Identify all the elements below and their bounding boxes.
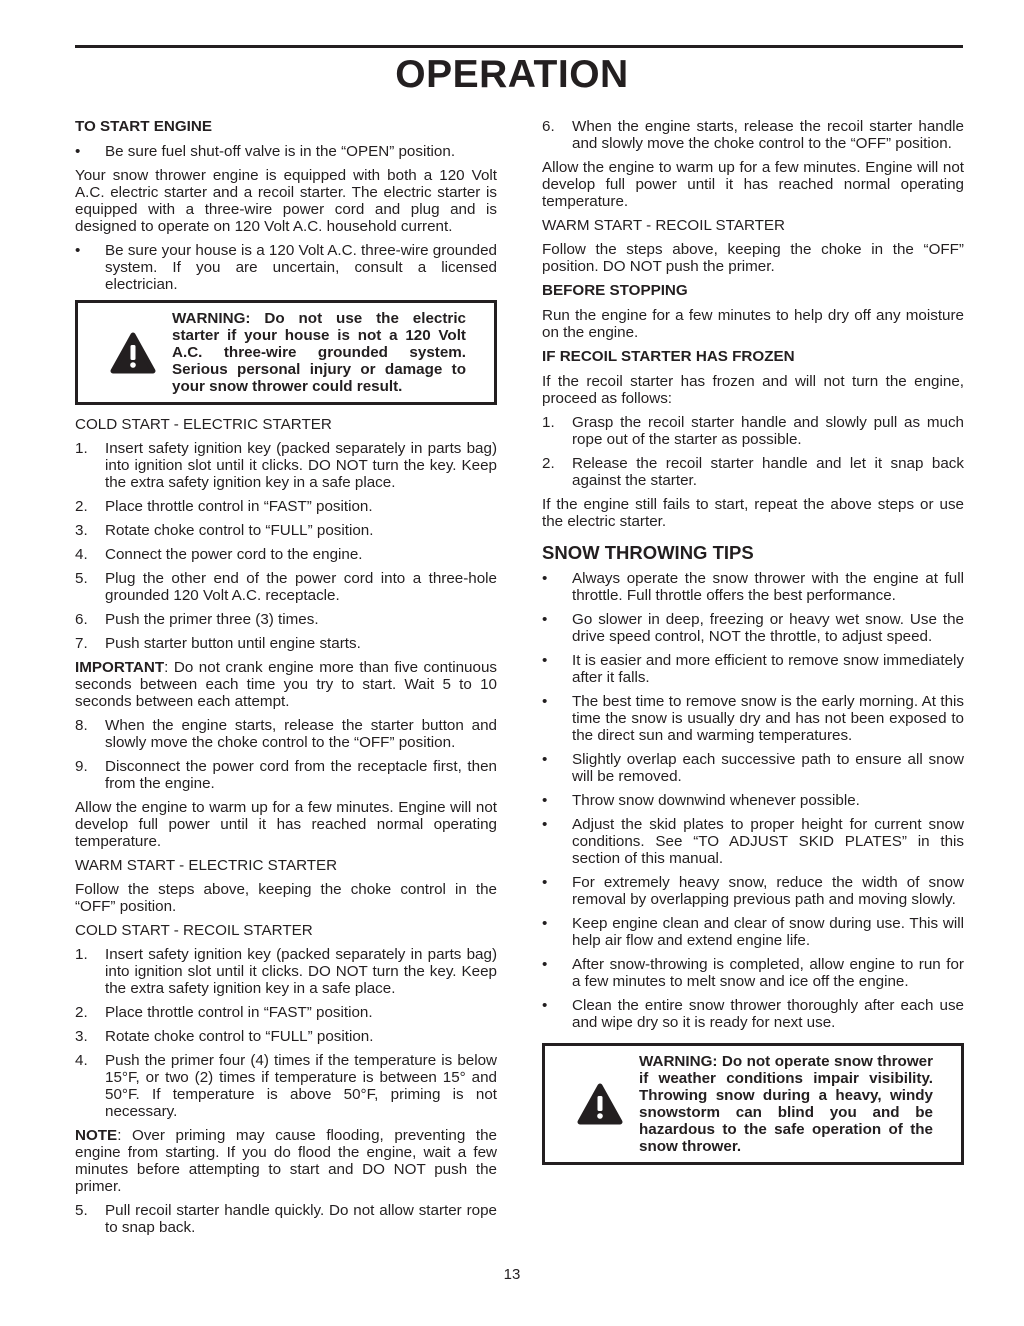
list-item: 4. Push the primer four (4) times if the temperature is below 15°F, or two (2) times if temperature is between 15° and 50°F. If temperature is above 50°F, priming is not necessary. bbox=[75, 1052, 497, 1120]
list-item: 2. Place throttle control in “FAST” position. bbox=[75, 498, 373, 515]
section-heading-recoil-frozen: IF RECOIL STARTER HAS FROZEN bbox=[542, 348, 795, 365]
list-item: 8. When the engine starts, release the starter button and slowly move the choke control to the “OFF” position. bbox=[75, 717, 497, 751]
paragraph: Run the engine for a few minutes to help dry off any moisture on the engine. bbox=[542, 307, 964, 341]
list-item: 1. Grasp the recoil starter handle and slowly pull as much rope out of the starter as possible. bbox=[542, 414, 964, 448]
note: NOTE: Over priming may cause flooding, preventing the engine from starting. If you do flood the engine, wait a few minutes before attempting to start and DO NOT push the primer. bbox=[75, 1127, 497, 1195]
list-item: • The best time to remove snow is the early morning. At this time the snow is usually dry and has not been exposed to the direct sun and warming temperatures. bbox=[542, 693, 964, 744]
page-title: OPERATION bbox=[395, 53, 629, 96]
header-rule bbox=[75, 45, 963, 48]
list-item: 3. Rotate choke control to “FULL” position. bbox=[75, 1028, 374, 1045]
list-item: • Adjust the skid plates to proper height for current snow conditions. See “TO ADJUST SKID PLATES” in this section of this manual. bbox=[542, 816, 964, 867]
list-item: 5. Pull recoil starter handle quickly. Do not allow starter rope to snap back. bbox=[75, 1202, 497, 1236]
list-item: 1. Insert safety ignition key (packed separately in parts bag) into ignition slot until it clicks. DO NOT turn the key. Keep the extra safety ignition key in a safe place. bbox=[75, 440, 497, 491]
list-item: • Throw snow downwind whenever possible. bbox=[542, 792, 860, 809]
important-note: IMPORTANT: Do not crank engine more than five continuous seconds between each time you try to start. Wait 5 to 10 seconds between each attempt. bbox=[75, 659, 497, 710]
paragraph: Follow the steps above, keeping the choke in the “OFF” position. DO NOT push the primer. bbox=[542, 241, 964, 275]
paragraph: Allow the engine to warm up for a few minutes. Engine will not develop full power until it has reached normal operating temperature. bbox=[75, 799, 497, 850]
warning-triangle-icon bbox=[565, 1082, 635, 1126]
paragraph: Your snow thrower engine is equipped with both a 120 Volt A.C. electric starter and a recoil starter. The electric starter is equipped with a three-wire power cord and plug and is designed to operate on 120 Volt A.C. household current. bbox=[75, 167, 497, 235]
section-heading-snow-throwing-tips: SNOW THROWING TIPS bbox=[542, 542, 754, 563]
list-item: • Slightly overlap each successive path to ensure all snow will be removed. bbox=[542, 751, 964, 785]
list-item: • Keep engine clean and clear of snow during use. This will help air flow and extend engine life. bbox=[542, 915, 964, 949]
subheading-cold-start-recoil: COLD START - RECOIL STARTER bbox=[75, 922, 313, 939]
list-item: • After snow-throwing is completed, allow engine to run for a few minutes to melt snow and ice off the engine. bbox=[542, 956, 964, 990]
page-number: 13 bbox=[503, 1266, 521, 1283]
subheading-cold-start-electric: COLD START - ELECTRIC STARTER bbox=[75, 416, 332, 433]
section-heading-before-stopping: BEFORE STOPPING bbox=[542, 282, 688, 299]
list-item: 2. Release the recoil starter handle and let it snap back against the starter. bbox=[542, 455, 964, 489]
list-item: • Be sure your house is a 120 Volt A.C. three-wire grounded system. If you are uncertain, consult a licensed electrician. bbox=[75, 242, 497, 293]
list-item: • Clean the entire snow thrower thoroughly after each use and wipe dry so it is ready for next use. bbox=[542, 997, 964, 1031]
paragraph: Allow the engine to warm up for a few minutes. Engine will not develop full power until it has reached normal operating temperature. bbox=[542, 159, 964, 210]
subheading-warm-start-recoil: WARM START - RECOIL STARTER bbox=[542, 217, 786, 234]
right-column bbox=[542, 118, 964, 1176]
list-item: 5. Plug the other end of the power cord into a three-hole grounded 120 Volt A.C. receptacle. bbox=[75, 570, 497, 604]
left-column bbox=[75, 118, 497, 1243]
list-item: 9. Disconnect the power cord from the receptacle first, then from the engine. bbox=[75, 758, 497, 792]
list-item: 2. Place throttle control in “FAST” position. bbox=[75, 1004, 373, 1021]
list-item: 6. Push the primer three (3) times. bbox=[75, 611, 319, 628]
list-item: 6. When the engine starts, release the recoil starter handle and slowly move the choke control to the “OFF” position. bbox=[542, 118, 964, 152]
list-item: 7. Push starter button until engine starts. bbox=[75, 635, 361, 652]
paragraph: If the engine still fails to start, repeat the above steps or use the electric starter. bbox=[542, 496, 964, 530]
paragraph: If the recoil starter has frozen and will not turn the engine, proceed as follows: bbox=[542, 373, 964, 407]
list-item: • Go slower in deep, freezing or heavy wet snow. Use the drive speed control, NOT the throttle, to adjust speed. bbox=[542, 611, 964, 645]
list-item: • Be sure fuel shut-off valve is in the “OPEN” position. bbox=[75, 143, 456, 160]
subheading-warm-start-electric: WARM START - ELECTRIC STARTER bbox=[75, 857, 338, 874]
list-item: • Always operate the snow thrower with the engine at full throttle. Full throttle offers the best performance. bbox=[542, 570, 964, 604]
list-item: • It is easier and more efficient to remove snow immediately after it falls. bbox=[542, 652, 964, 686]
warning-triangle-icon bbox=[98, 331, 168, 375]
warning-box bbox=[542, 1043, 964, 1165]
section-heading-to-start-engine: TO START ENGINE bbox=[75, 118, 212, 135]
list-item: 3. Rotate choke control to “FULL” position. bbox=[75, 522, 374, 539]
warning-text: WARNING: Do not use the electric starter if your house is not a 120 Volt A.C. three-wire grounded system. Serious personal injury or damage to your snow thrower could result. bbox=[172, 310, 466, 395]
warning-text: WARNING: Do not operate snow thrower if weather conditions impair visibility. Throwing snow during a heavy, windy snowstorm can blind you and be hazardous to the safe operation of the snow thrower. bbox=[639, 1053, 933, 1155]
list-item: 1. Insert safety ignition key (packed separately in parts bag) into ignition slot until it clicks. DO NOT turn the key. Keep the extra safety ignition key in a safe place. bbox=[75, 946, 497, 997]
list-item: • For extremely heavy snow, reduce the width of snow removal by overlapping previous path and moving slowly. bbox=[542, 874, 964, 908]
warning-box bbox=[75, 300, 497, 405]
paragraph: Follow the steps above, keeping the choke control in the “OFF” position. bbox=[75, 881, 497, 915]
list-item: 4. Connect the power cord to the engine. bbox=[75, 546, 363, 563]
